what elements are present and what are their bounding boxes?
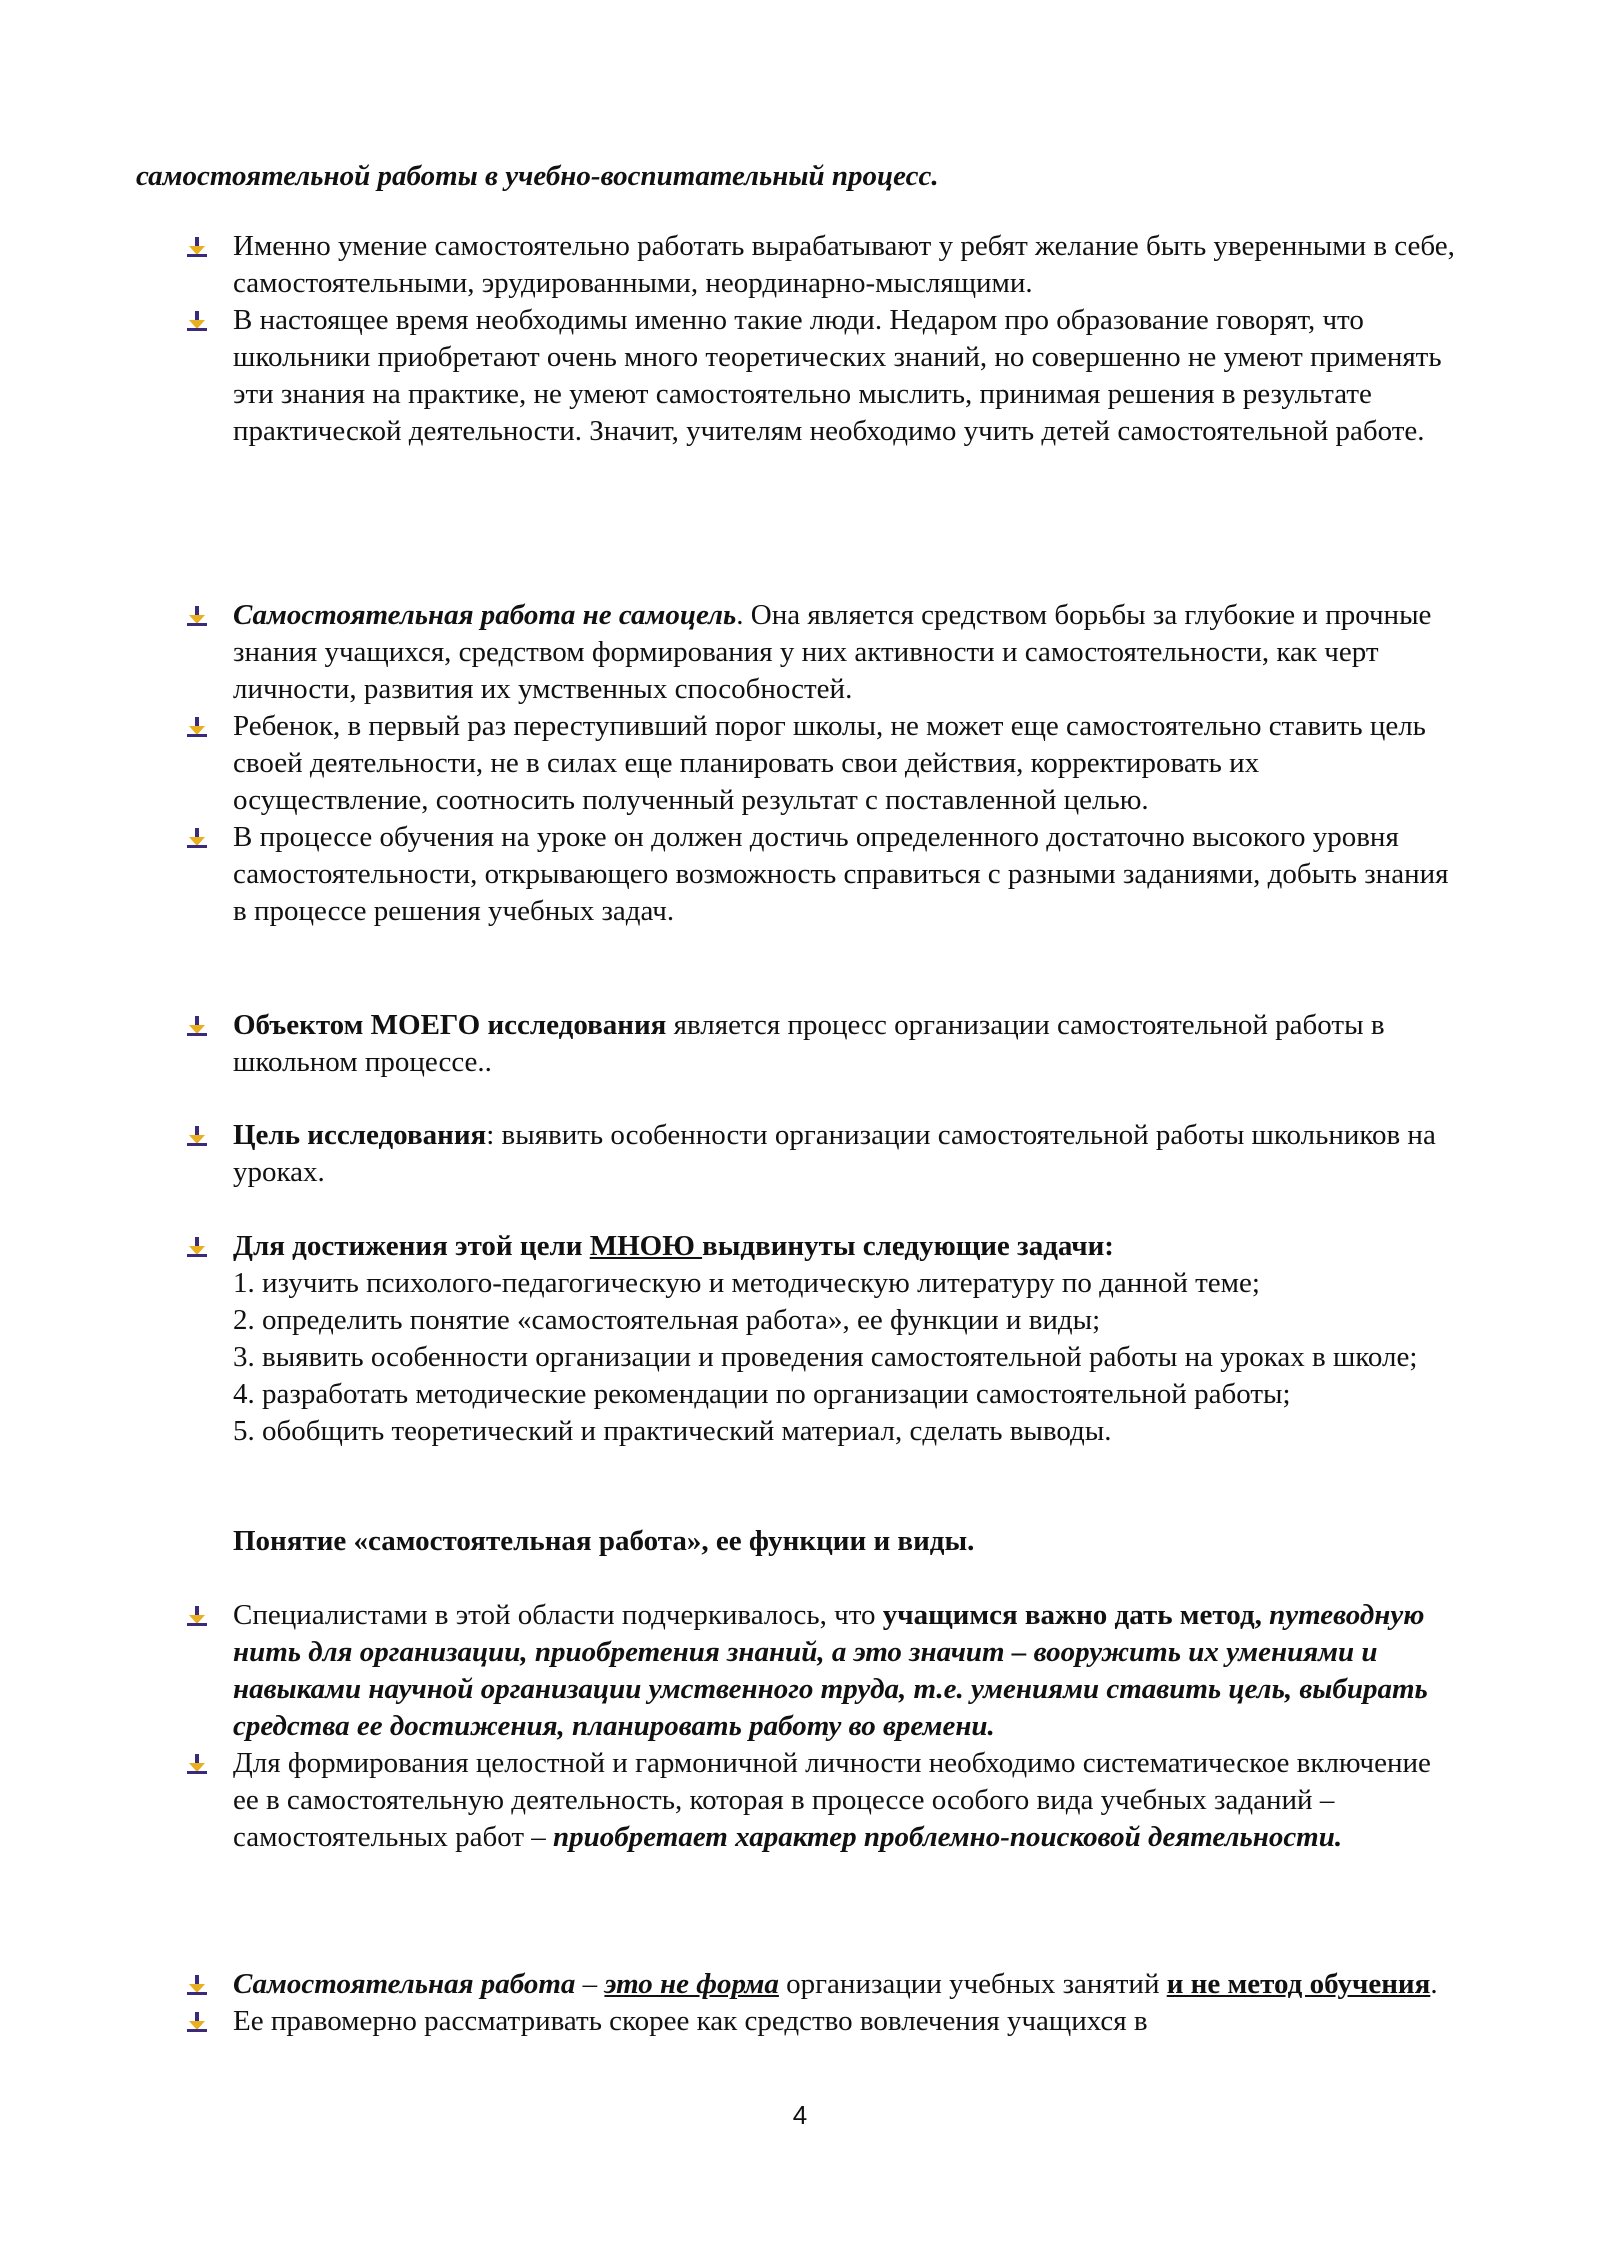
- task-line: 4. разработать методические рекомендации по организации самостоятельной работы;: [233, 1378, 1291, 1410]
- bullet-list-intro: [0, 228, 1600, 450]
- pin-bullet-icon: [184, 1973, 210, 1999]
- task-line: 2. определить понятие «самостоятельная работа», ее функции и виды;: [233, 1304, 1101, 1336]
- task-line: 3. выявить особенности организации и проведения самостоятельной работы на уроках в школе;: [233, 1341, 1418, 1373]
- pin-bullet-icon: [184, 1124, 210, 1150]
- task-line: 5. обобщить теоретический и практический материал, сделать выводы.: [233, 1415, 1112, 1447]
- list-item: Самостоятельная работа не самоцель. Она является средством борьбы за глубокие и прочные знания учащихся, средством формирования у них активности и самостоятельности, как черт личности, развития их умственных способностей.: [0, 597, 1458, 708]
- list-item: Для формирования целостной и гармоничной личности необходимо систематическое включение ее в самостоятельную деятельность, которая в процессе особого вида учебных заданий – самостоятельных работ – приобретает характер проблемно-поисковой деятельности.: [0, 1745, 1458, 1856]
- list-item: Специалистами в этой области подчеркивалось, что учащимся важно дать метод, путеводную нить для организации, приобретения знаний, а это значит – вооружить их умениями и навыками научной организации умственного труда, т.е. умениями ставить цель, выбирать средства ее достижения, планировать работу во времени.: [0, 1597, 1458, 1745]
- pin-bullet-icon: [184, 235, 210, 261]
- list-item: Самостоятельная работа – это не форма организации учебных занятий и не метод обучения.: [0, 1966, 1458, 2003]
- continuation-heading: самостоятельной работы в учебно-воспитательный процесс.: [136, 160, 939, 192]
- research-tasks: [0, 1228, 1600, 1450]
- pin-bullet-icon: [184, 715, 210, 741]
- pin-bullet-icon: [184, 2010, 210, 2036]
- list-item: В настоящее время необходимы именно такие люди. Недаром про образование говорят, что школьники приобретают очень много теоретических знаний, но совершенно не умеют применять эти знания на практике, не умеют самостоятельно мыслить, принимая решения в результате практической деятельности. Значит, учителям необходимо учить детей самостоятельной работе.: [0, 302, 1458, 450]
- list-item: Для достижения этой цели МНОЮ выдвинуты следующие задачи:: [0, 1228, 1458, 1265]
- page-number: 4: [792, 2100, 808, 2130]
- pin-bullet-icon: [184, 604, 210, 630]
- pin-bullet-icon: [184, 1235, 210, 1261]
- list-item: Ее правомерно рассматривать скорее как средство вовлечения учащихся в: [0, 2003, 1458, 2040]
- research-object: [0, 1007, 1600, 1081]
- list-item: Именно умение самостоятельно работать вырабатывают у ребят желание быть уверенными в себе, самостоятельными, эрудированными, неординарно-мыслящими.: [0, 228, 1458, 302]
- research-goal: [0, 1117, 1600, 1191]
- bullet-list-definition: [0, 1966, 1600, 2040]
- list-item: Ребенок, в первый раз переступивший порог школы, не может еще самостоятельно ставить цель своей деятельности, не в силах еще планировать свои действия, корректировать их осуществление, соотносить полученный результат с поставленной целью.: [0, 708, 1458, 819]
- pin-bullet-icon: [184, 826, 210, 852]
- section-heading: Понятие «самостоятельная работа», ее функции и виды.: [233, 1525, 975, 1557]
- list-item: Цель исследования: выявить особенности организации самостоятельной работы школьников на уроках.: [0, 1117, 1458, 1191]
- pin-bullet-icon: [184, 1752, 210, 1778]
- bullet-list-concept: [0, 1597, 1600, 1856]
- task-line: 1. изучить психолого-педагогическую и методическую литературу по данной теме;: [233, 1267, 1260, 1299]
- list-item: В процессе обучения на уроке он должен достичь определенного достаточно высокого уровня самостоятельности, открывающего возможность справиться с разными заданиями, добыть знания в процессе решения учебных задач.: [0, 819, 1458, 930]
- pin-bullet-icon: [184, 309, 210, 335]
- list-item: Объектом МОЕГО исследования является процесс организации самостоятельной работы в школьном процессе..: [0, 1007, 1458, 1081]
- pin-bullet-icon: [184, 1604, 210, 1630]
- bullet-list-main: [0, 597, 1600, 930]
- pin-bullet-icon: [184, 1014, 210, 1040]
